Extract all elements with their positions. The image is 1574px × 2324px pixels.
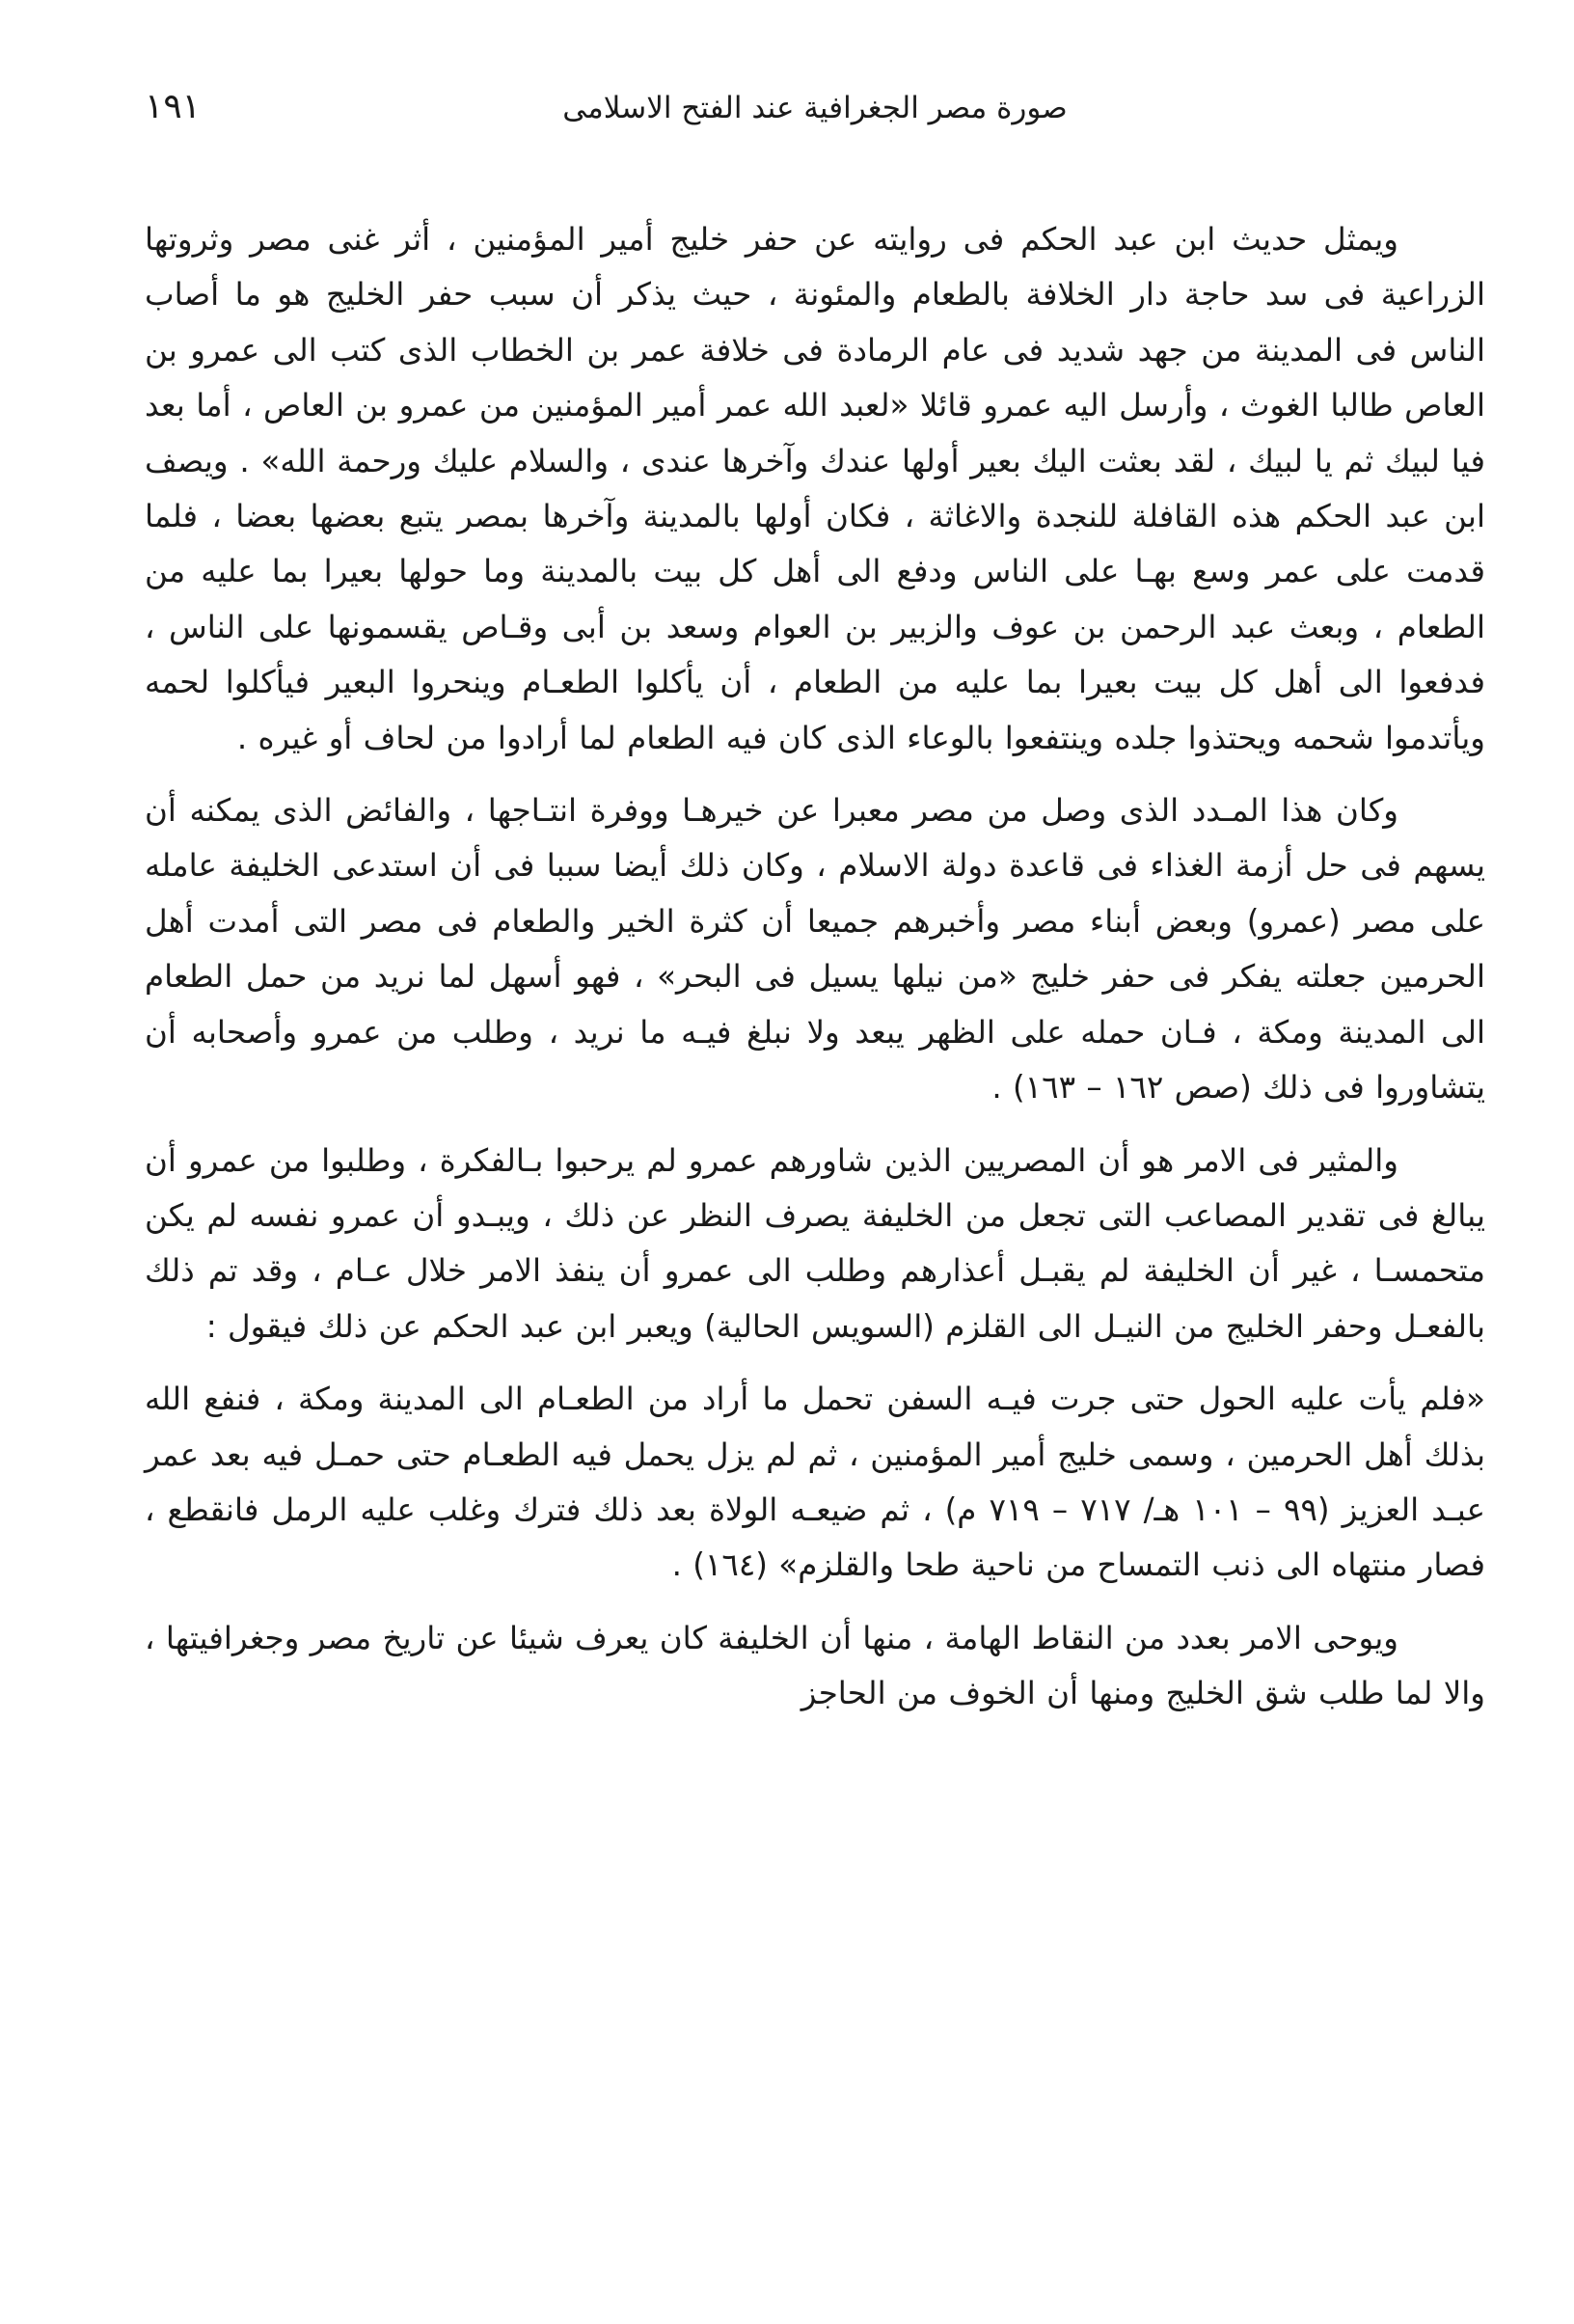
- paragraph-2: وكان هذا المـدد الذى وصل من مصر معبرا عن خيرهـا ووفرة انتـاجها ، والفائض الذى يمكنه أن يسهم فى حل أزمة الغذاء فى قاعدة دولة الاسلام ، وكان ذلك أيضا سببا فى أن استدعى الخليفة عامله على مصر (عمرو) وبعض أبناء مصر وأخبرهم جميعا أن كثرة الخير والطعام فى مصر التى أمدت أهل الحرمين جعلته يفكر فى حفر خليج «من نيلها يسيل فى البحر» ، فهو أسهل لما نريد من حمل الطعام الى المدينة ومكة ، فـان حمله على الظهر يبعد ولا نبلغ فيـه ما نريد ، وطلب من عمرو وأصحابه أن يتشاوروا فى ذلك (صص ١٦٢ – ١٦٣) .: [145, 792, 1485, 1107]
- running-title: صورة مصر الجغرافية عند الفتح الاسلامى: [562, 91, 1068, 125]
- paragraph-1: ويمثل حديث ابن عبد الحكم فى روايته عن حفر خليج أمير المؤمنين ، أثر غنى مصر وثروتها الزراعية فى سد حاجة دار الخلافة بالطعام والمئونة ، حيث يذكر أن سبب حفر الخليج هو ما أصاب الناس فى المدينة من جهد شديد فى عام الرمادة فى خلافة عمر بن الخطاب الذى كتب الى عمرو بن العاص طالبا الغوث ، وأرسل اليه عمرو قائلا «لعبد الله عمر أمير المؤمنين من عمرو بن العاص ، أما بعد فيا لبيك ثم يا لبيك ، لقد بعثت اليك بعير أولها عندك وآخرها عندى ، والسلام عليك ورحمة الله» . ويصف ابن عبد الحكم هذه القافلة للنجدة والاغاثة ، فكان أولها بالمدينة وآخرها بمصر يتبع بعضها بعضا ، فلما قدمت على عمر وسع بهـا على الناس ودفع الى أهل كل بيت بالمدينة وما حولها بعيرا بما عليه من الطعام ، وبعث عبد الرحمن بن عوف والزبير بن العوام وسعد بن أبى وقـاص يقسمونها على الناس ، فدفعوا الى أهل كل بيت بعيرا بما عليه من الطعام ، أن يأكلوا الطعـام وينحروا البعير فيأكلوا لحمه ويأتدموا شحمه ويحتذوا جلده وينتفعوا بالوعاء الذى كان فيه الطعام لما أرادوا من لحاف أو غيره .: [145, 221, 1485, 756]
- page-number: ١٩١: [145, 87, 202, 126]
- running-head: [145, 87, 1485, 145]
- paragraph-3: والمثير فى الامر هو أن المصريين الذين شاورهم عمرو لم يرحبوا بـالفكرة ، وطلبوا من عمرو أن يبالغ فى تقدير المصاعب التى تجعل من الخليفة يصرف النظر عن ذلك ، ويبـدو أن عمرو نفسه لم يكن متحمسـا ، غير أن الخليفة لم يقبـل أعذارهم وطلب الى عمرو أن ينفذ الامر خلال عـام ، وقد تم ذلك بالفعـل وحفر الخليج من النيـل الى القلزم (السويس الحالية) ويعبر ابن عبد الحكم عن ذلك فيقول :: [145, 1141, 1485, 1345]
- paragraph-4-quote: «فلم يأت عليه الحول حتى جرت فيـه السفن تحمل ما أراد من الطعـام الى المدينة ومكة ، فنفع الله بذلك أهل الحرمين ، وسمى خليج أمير المؤمنين ، ثم لم يزل يحمل فيه الطعـام حتى حمـل فيه بعد عمر عبـد العزيز (٩٩ – ١٠١ هـ/ ٧١٧ – ٧١٩ م) ، ثم ضيعـه الولاة بعد ذلك فترك وغلب عليه الرمل فانقطع ، فصار منتهاه الى ذنب التمساح من ناحية طحا والقلزم» (١٦٤) .: [145, 1381, 1485, 1584]
- book-page: [145, 87, 1485, 2296]
- text-body: [145, 212, 1485, 1722]
- paragraph-5: ويوحى الامر بعدد من النقاط الهامة ، منها أن الخليفة كان يعرف شيئا عن تاريخ مصر وجغرافيتها ، والا لما طلب شق الخليج ومنها أن الخوف من الحاجز: [145, 1619, 1485, 1712]
